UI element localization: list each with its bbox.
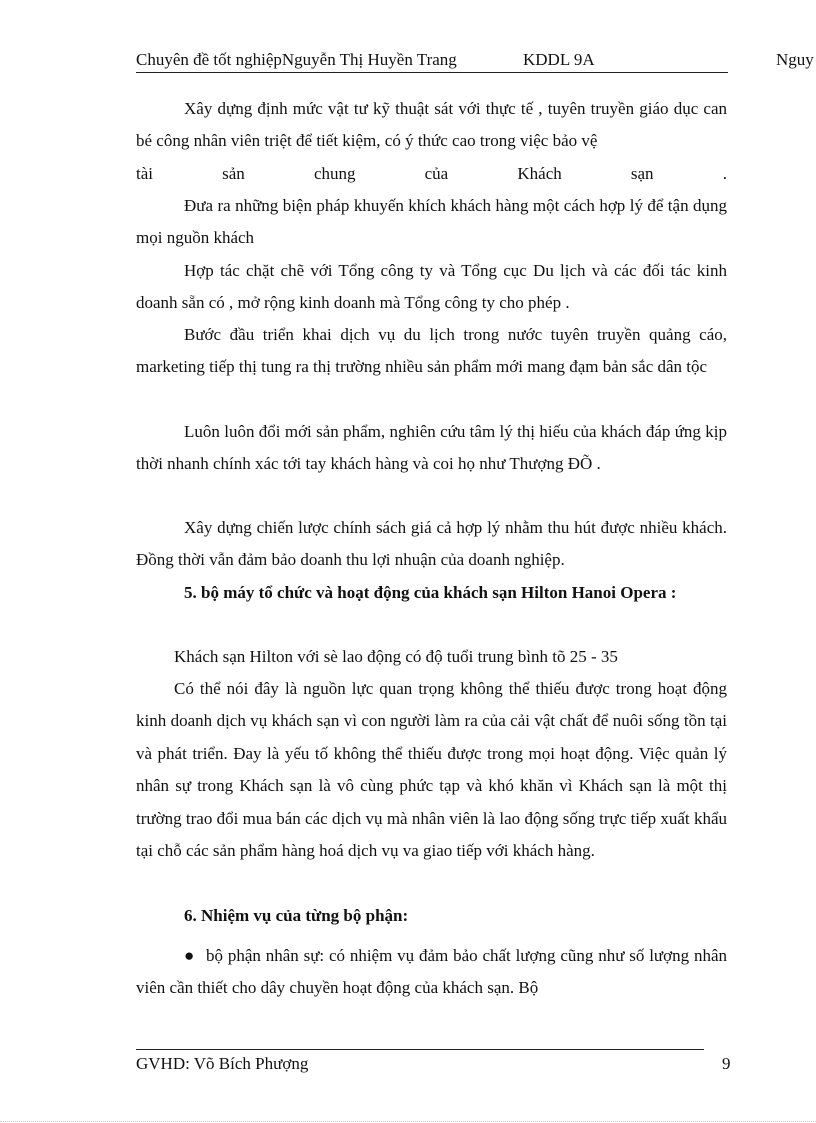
word: của [424, 164, 449, 183]
word: sạn [630, 164, 654, 183]
paragraph-domestic-tourism: Bước đầu triển khai dịch vụ du lịch trong nước tuyên truyền quảng cáo, marketing tiếp thị tung ra thị trường nhiều sản phẩm mới mang đạm bản sắc dân tộc [136, 325, 727, 377]
paragraph-material-norms: Xây dựng định mức vật tư kỹ thuật sát với thực tế , tuyên truyền giáo dục can bé công nhân viên triệt để tiết kiệm, có ý thức cao trong việc bảo vệ [136, 99, 727, 151]
word: Khách [517, 164, 562, 183]
paragraph-material-norms-last-line [136, 158, 727, 190]
word: tài [136, 164, 153, 183]
paragraph-human-resources: Có thể nói đây là nguồn lực quan trọng không thể thiếu được trong hoạt động kinh doanh dịch vụ khách sạn vì con người làm ra của cải vật chất để nuôi sống tồn tại và phát triển. Đay là yếu tố không thể thiếu được trong mọi hoạt động. Việc quản lý nhân sự trong Khách sạn là vô cùng phức tạp và khó khăn vì Khách sạn là một thị trường trao đổi mua bán các dịch vụ mà nhân viên là lao động sống trực tiếp xuất khẩu tại chỗ các sản phẩm hàng hoá dịch vụ va giao tiếp với khách hàng. [136, 679, 727, 861]
footer-divider [136, 1049, 704, 1050]
paragraph-product-innovation: Luôn luôn đổi mới sản phẩm, nghiên cứu tâm lý thị hiếu của khách đáp ứng kịp thời nhanh chính xác tới tay khách hàng và coi họ như Thượng ĐÕ . [136, 422, 727, 474]
footer-advisor: GVHD: Võ Bích Phượng [136, 1054, 309, 1073]
page-number: 9 [722, 1054, 731, 1073]
bullet-icon: ● [184, 946, 195, 965]
section-heading-6: 6. Nhiệm vụ của từng bộ phận: [184, 906, 409, 925]
page-header [136, 50, 728, 73]
header-thesis-title: Chuyên đề tốt nghiệpNguyễn Thị Huyền Trang [136, 50, 457, 69]
paragraph-pricing-strategy: Xây dựng chiến lược chính sách giá cả hợp lý nhằm thu hút được nhiều khách. Đồng thời vẫn đảm bảo doanh thu lợi nhuận của doanh nghiệp. [136, 518, 727, 570]
word: sản [222, 164, 245, 183]
paragraph-cooperation: Hợp tác chặt chẽ với Tổng công ty và Tổng cục Du lịch và các đối tác kinh doanh sẵn có , mở rộng kinh doanh mà Tổng công ty cho phép . [136, 261, 727, 313]
paragraph-promotion: Đưa ra những biện pháp khuyến khích khách hàng một cách hợp lý để tận dụng mọi nguồn khách [136, 196, 727, 248]
header-class-code: KDDL 9A [523, 50, 595, 69]
paragraph-staff-age: Khách sạn Hilton với sè lao động có độ tuổi trung bình tõ 25 - 35 [174, 647, 618, 666]
bullet-item-hr-department [136, 940, 727, 1005]
header-edge-text: Nguy [776, 50, 814, 69]
bullet-text: bộ phận nhân sự: có nhiệm vụ đảm bảo chất lượng cũng như số lượng nhân viên cần thiết cho dây chuyền hoạt động của khách sạn. Bộ [136, 946, 727, 998]
word: . [722, 164, 727, 183]
word: chung [313, 164, 356, 183]
section-heading-5: 5. bộ máy tổ chức và hoạt động của khách sạn Hilton Hanoi Opera : [184, 583, 677, 602]
page-bottom-edge [0, 1121, 816, 1122]
